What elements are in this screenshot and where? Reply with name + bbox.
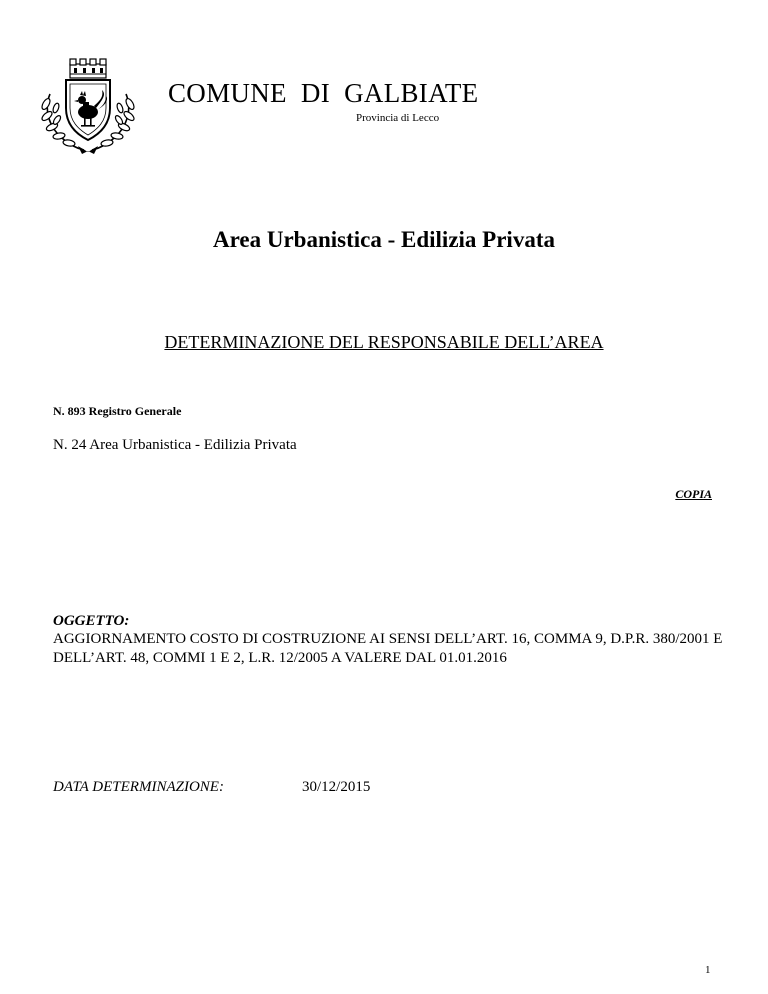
- area-registry-number: N. 24 Area Urbanistica - Edilizia Privata: [53, 437, 297, 453]
- area-title: Area Urbanistica - Edilizia Privata: [213, 227, 555, 252]
- coat-of-arms-icon: [38, 56, 138, 156]
- date-label: DATA DETERMINAZIONE:: [53, 779, 224, 795]
- subject-label: OGGETTO:: [53, 613, 130, 629]
- general-registry-number: N. 893 Registro Generale: [53, 404, 182, 418]
- page-number: 1: [705, 964, 711, 976]
- subject-text: AGGIORNAMENTO COSTO DI COSTRUZIONE AI SENSI DELL’ART. 16, COMMA 9, D.P.R. 380/2001 E DELL’ART. 48, COMMI 1 E 2, L.R. 12/2005 A VALERE DAL 01.01.2016: [53, 631, 723, 666]
- province-name: Provincia di Lecco: [356, 112, 440, 124]
- municipality-name: COMUNE DI GALBIATE: [168, 78, 479, 108]
- date-value: 30/12/2015: [302, 779, 371, 795]
- copy-mark: COPIA: [675, 487, 712, 501]
- determination-title: DETERMINAZIONE DEL RESPONSABILE DELL’AREA: [164, 332, 604, 352]
